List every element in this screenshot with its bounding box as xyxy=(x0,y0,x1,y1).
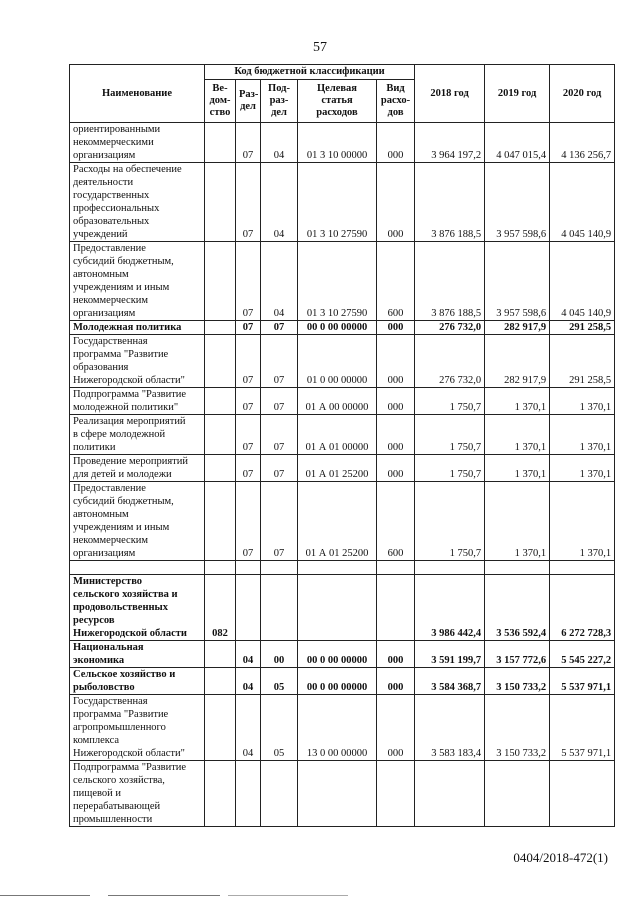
cell-y2018: 276 732,0 xyxy=(415,335,485,388)
cell-y2018: 3 583 183,4 xyxy=(415,695,485,761)
cell-name: Проведение мероприятий для детей и молодежи xyxy=(70,455,205,482)
cell-razdel: 04 xyxy=(236,668,261,695)
cell-podrazdel: 07 xyxy=(261,415,298,455)
cell-y2019: 282 917,9 xyxy=(485,321,550,335)
col-header-ved: Ве- дом- ство xyxy=(205,80,236,123)
cell-name: Предоставление субсидий бюджетным, автономным учреждениям и иным некоммерческим организациям xyxy=(70,242,205,321)
cell-vid: 000 xyxy=(377,415,415,455)
cell-ved xyxy=(205,761,236,827)
cell-y2019: 3 157 772,6 xyxy=(485,641,550,668)
cell-y2020: 1 370,1 xyxy=(550,482,615,561)
table-row xyxy=(70,561,615,575)
cell-target: 01 А 01 25200 xyxy=(298,455,377,482)
cell-y2020: 4 045 140,9 xyxy=(550,242,615,321)
cell-y2020: 291 258,5 xyxy=(550,321,615,335)
cell-name: Государственная программа "Развитие агропромышленного комплекса Нижегородской области" xyxy=(70,695,205,761)
cell-y2019: 4 047 015,4 xyxy=(485,123,550,163)
cell-ved xyxy=(205,482,236,561)
cell-razdel xyxy=(236,575,261,641)
cell-name: Расходы на обеспечение деятельности государственных профессиональных образовательных учреждений xyxy=(70,163,205,242)
cell-ved: 082 xyxy=(205,575,236,641)
cell-vid: 000 xyxy=(377,388,415,415)
cell-name: ориентированными некоммерческими организациям xyxy=(70,123,205,163)
cell-y2020: 4 136 256,7 xyxy=(550,123,615,163)
col-header-group: Код бюджетной классификации xyxy=(205,65,415,80)
cell-target: 01 3 10 00000 xyxy=(298,123,377,163)
cell-y2018: 3 986 442,4 xyxy=(415,575,485,641)
cell-y2018: 276 732,0 xyxy=(415,321,485,335)
table-row xyxy=(70,242,615,321)
cell-y2020 xyxy=(550,561,615,575)
document-code: 0404/2018-472(1) xyxy=(513,850,608,865)
cell-y2019 xyxy=(485,761,550,827)
cell-y2019: 1 370,1 xyxy=(485,388,550,415)
cell-y2019: 3 150 733,2 xyxy=(485,695,550,761)
cell-name: Министерство сельского хозяйства и продовольственных ресурсов Нижегородской области xyxy=(70,575,205,641)
cell-target xyxy=(298,761,377,827)
cell-vid: 000 xyxy=(377,163,415,242)
cell-razdel: 07 xyxy=(236,455,261,482)
cell-razdel: 07 xyxy=(236,242,261,321)
cell-y2018: 1 750,7 xyxy=(415,415,485,455)
cell-y2020: 6 272 728,3 xyxy=(550,575,615,641)
cell-y2020: 5 537 971,1 xyxy=(550,668,615,695)
cell-name: Предоставление субсидий бюджетным, автономным учреждениям и иным некоммерческим организациям xyxy=(70,482,205,561)
cell-razdel: 07 xyxy=(236,321,261,335)
table-row xyxy=(70,641,615,668)
cell-razdel: 07 xyxy=(236,415,261,455)
table-row xyxy=(70,321,615,335)
cell-y2020: 5 537 971,1 xyxy=(550,695,615,761)
cell-y2019: 3 957 598,6 xyxy=(485,163,550,242)
col-header-2018: 2018 год xyxy=(415,65,485,123)
cell-y2018 xyxy=(415,761,485,827)
cell-razdel: 04 xyxy=(236,695,261,761)
cell-vid: 600 xyxy=(377,242,415,321)
table-row xyxy=(70,695,615,761)
cell-y2019: 1 370,1 xyxy=(485,482,550,561)
cell-ved xyxy=(205,415,236,455)
cell-y2018: 1 750,7 xyxy=(415,388,485,415)
cell-y2019 xyxy=(485,561,550,575)
cell-podrazdel xyxy=(261,761,298,827)
cell-ved xyxy=(205,163,236,242)
cell-name: Сельское хозяйство и рыболовство xyxy=(70,668,205,695)
cell-ved xyxy=(205,561,236,575)
cell-y2018: 3 584 368,7 xyxy=(415,668,485,695)
cell-vid: 000 xyxy=(377,668,415,695)
cell-razdel: 07 xyxy=(236,163,261,242)
table-row xyxy=(70,482,615,561)
cell-target: 01 3 10 27590 xyxy=(298,242,377,321)
cell-target: 00 0 00 00000 xyxy=(298,321,377,335)
cell-name xyxy=(70,561,205,575)
table-row xyxy=(70,335,615,388)
cell-ved xyxy=(205,242,236,321)
cell-podrazdel: 07 xyxy=(261,388,298,415)
cell-name: Подпрограмма "Развитие сельского хозяйства, пищевой и перерабатывающей промышленности xyxy=(70,761,205,827)
col-header-target: Целевая статья расходов xyxy=(298,80,377,123)
cell-target xyxy=(298,561,377,575)
cell-podrazdel: 00 xyxy=(261,641,298,668)
cell-razdel xyxy=(236,561,261,575)
cell-podrazdel: 07 xyxy=(261,455,298,482)
cell-vid: 000 xyxy=(377,335,415,388)
table-row xyxy=(70,455,615,482)
cell-vid xyxy=(377,761,415,827)
cell-target: 00 0 00 00000 xyxy=(298,641,377,668)
cell-target xyxy=(298,575,377,641)
cell-y2018: 3 591 199,7 xyxy=(415,641,485,668)
cell-name: Национальная экономика xyxy=(70,641,205,668)
col-header-name: Наименование xyxy=(70,65,205,123)
cell-y2019: 1 370,1 xyxy=(485,455,550,482)
cell-y2018: 1 750,7 xyxy=(415,455,485,482)
cell-name: Реализация мероприятий в сфере молодежной политики xyxy=(70,415,205,455)
cell-y2020 xyxy=(550,761,615,827)
cell-y2019: 3 957 598,6 xyxy=(485,242,550,321)
cell-ved xyxy=(205,455,236,482)
cell-vid: 000 xyxy=(377,695,415,761)
cell-vid: 000 xyxy=(377,123,415,163)
cell-razdel: 04 xyxy=(236,641,261,668)
cell-ved xyxy=(205,695,236,761)
cell-podrazdel: 07 xyxy=(261,321,298,335)
cell-vid xyxy=(377,561,415,575)
cell-podrazdel: 04 xyxy=(261,123,298,163)
cell-podrazdel: 04 xyxy=(261,242,298,321)
cell-razdel: 07 xyxy=(236,388,261,415)
cell-target: 01 3 10 27590 xyxy=(298,163,377,242)
budget-table xyxy=(69,64,615,827)
col-header-2019: 2019 год xyxy=(485,65,550,123)
col-header-razdel: Раз- дел xyxy=(236,80,261,123)
cell-ved xyxy=(205,123,236,163)
cell-y2019: 1 370,1 xyxy=(485,415,550,455)
cell-ved xyxy=(205,388,236,415)
cell-ved xyxy=(205,335,236,388)
cell-target: 01 А 01 25200 xyxy=(298,482,377,561)
cell-y2020: 4 045 140,9 xyxy=(550,163,615,242)
col-header-vid: Вид расхо- дов xyxy=(377,80,415,123)
cell-vid: 000 xyxy=(377,455,415,482)
table-row xyxy=(70,575,615,641)
cell-podrazdel: 07 xyxy=(261,335,298,388)
cell-y2020: 291 258,5 xyxy=(550,335,615,388)
cell-razdel: 07 xyxy=(236,335,261,388)
cell-podrazdel: 05 xyxy=(261,695,298,761)
bottom-scan-line xyxy=(0,893,640,899)
cell-y2018: 3 964 197,2 xyxy=(415,123,485,163)
cell-name: Государственная программа "Развитие образования Нижегородской области" xyxy=(70,335,205,388)
cell-target: 00 0 00 00000 xyxy=(298,668,377,695)
table-row xyxy=(70,163,615,242)
cell-podrazdel: 05 xyxy=(261,668,298,695)
cell-podrazdel: 07 xyxy=(261,482,298,561)
cell-razdel xyxy=(236,761,261,827)
cell-ved xyxy=(205,668,236,695)
cell-y2018 xyxy=(415,561,485,575)
cell-vid: 000 xyxy=(377,641,415,668)
cell-y2018: 1 750,7 xyxy=(415,482,485,561)
cell-podrazdel xyxy=(261,575,298,641)
cell-y2020: 5 545 227,2 xyxy=(550,641,615,668)
table-row xyxy=(70,415,615,455)
col-header-podrazdel: Под- раз- дел xyxy=(261,80,298,123)
cell-razdel: 07 xyxy=(236,482,261,561)
table-row xyxy=(70,123,615,163)
cell-podrazdel: 04 xyxy=(261,163,298,242)
cell-y2019: 3 536 592,4 xyxy=(485,575,550,641)
cell-target: 01 0 00 00000 xyxy=(298,335,377,388)
cell-ved xyxy=(205,641,236,668)
cell-y2020: 1 370,1 xyxy=(550,415,615,455)
table-row xyxy=(70,388,615,415)
cell-name: Молодежная политика xyxy=(70,321,205,335)
cell-y2018: 3 876 188,5 xyxy=(415,242,485,321)
cell-vid xyxy=(377,575,415,641)
cell-name: Подпрограмма "Развитие молодежной политики" xyxy=(70,388,205,415)
cell-target: 01 А 01 00000 xyxy=(298,415,377,455)
cell-vid: 600 xyxy=(377,482,415,561)
cell-razdel: 07 xyxy=(236,123,261,163)
cell-y2020: 1 370,1 xyxy=(550,455,615,482)
cell-y2019: 3 150 733,2 xyxy=(485,668,550,695)
cell-ved xyxy=(205,321,236,335)
table-row xyxy=(70,761,615,827)
cell-vid: 000 xyxy=(377,321,415,335)
cell-podrazdel xyxy=(261,561,298,575)
col-header-2020: 2020 год xyxy=(550,65,615,123)
page-number: 57 xyxy=(313,40,327,55)
cell-y2019: 282 917,9 xyxy=(485,335,550,388)
cell-target: 01 А 00 00000 xyxy=(298,388,377,415)
cell-y2018: 3 876 188,5 xyxy=(415,163,485,242)
table-row xyxy=(70,668,615,695)
cell-target: 13 0 00 00000 xyxy=(298,695,377,761)
cell-y2020: 1 370,1 xyxy=(550,388,615,415)
